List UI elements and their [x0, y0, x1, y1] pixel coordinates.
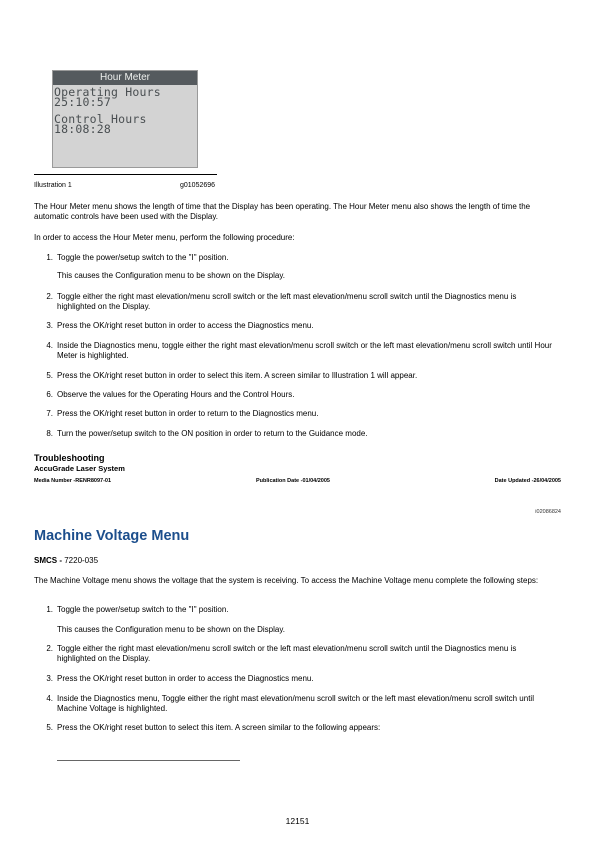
lcd-screen-title: Hour Meter [53, 71, 197, 85]
step-number: 6. [46, 390, 53, 399]
lcd-operating-hours-label: Operating Hours [54, 85, 161, 99]
machine-voltage-intro: The Machine Voltage menu shows the voltage that the system is receiving. To access the Machine Voltage menu complete the following steps: [34, 576, 539, 585]
step-text: Toggle either the right mast elevation/menu scroll switch or the left mast elevation/menu scroll switch until the Diagnostics menu is highlighted on the Display. [57, 292, 517, 311]
system-name: AccuGrade Laser System [34, 464, 125, 473]
document-id: i02086824 [535, 509, 561, 515]
step-note: This causes the Configuration menu to be shown on the Display. [57, 271, 285, 280]
step-number: 2. [46, 292, 53, 301]
section-heading: Troubleshooting [34, 453, 105, 463]
step-note: This causes the Configuration menu to be shown on the Display. [57, 625, 285, 634]
step-text: Inside the Diagnostics menu, Toggle either the right mast elevation/menu scroll switch or the left mast elevation/menu scroll switch until Machine Voltage is highlighted. [57, 694, 534, 713]
date-updated: Date Updated -26/04/2005 [494, 478, 561, 484]
step-number: 8. [46, 429, 53, 438]
intro-paragraph: The Hour Meter menu shows the length of time that the Display has been operating. The Hour Meter menu also shows the length of time the automatic controls have been used with the Display. [34, 202, 531, 221]
lcd-control-hours-value: 18:08:28 [54, 122, 111, 136]
step-text: Toggle the power/setup switch to the "I" position. [57, 605, 229, 614]
step-number: 5. [46, 723, 53, 732]
procedure-intro: In order to access the Hour Meter menu, perform the following procedure: [34, 233, 295, 242]
step-text: Turn the power/setup switch to the ON position in order to return to the Guidance mode. [57, 429, 368, 438]
illustration-caption-label: Illustration 1 [34, 182, 72, 189]
step-number: 4. [46, 694, 53, 703]
step-text: Toggle either the right mast elevation/menu scroll switch or the left mast elevation/menu scroll switch until the Diagnostics menu is highlighted on the Display. [57, 644, 517, 663]
page-title: Machine Voltage Menu [34, 528, 190, 544]
step-number: 3. [46, 674, 53, 683]
step-text: Press the OK/right reset button in order to return to the Diagnostics menu. [57, 409, 319, 418]
step-number: 5. [46, 371, 53, 380]
step-number: 1. [46, 605, 53, 614]
step-number: 3. [46, 321, 53, 330]
smcs-code [34, 556, 98, 565]
hour-meter-screen-illustration [52, 70, 198, 168]
step-text: Press the OK/right reset button in order to select this item. A screen similar to Illustration 1 will appear. [57, 371, 418, 380]
publication-date: Publication Date -01/04/2005 [256, 478, 330, 484]
illustration-placeholder-rule [57, 760, 240, 761]
lcd-control-hours-label: Control Hours [54, 112, 147, 126]
step-text: Inside the Diagnostics menu, toggle either the right mast elevation/menu scroll switch or the left mast elevation/menu scroll switch until Hour Meter is highlighted. [57, 341, 552, 360]
step-text: Press the OK/right reset button in order to access the Diagnostics menu. [57, 321, 314, 330]
media-number: Media Number -RENR8097-01 [34, 478, 112, 484]
step-text: Toggle the power/setup switch to the "I" position. [57, 253, 229, 262]
step-text: Press the OK/right reset button to select this item. A screen similar to the following appears: [57, 723, 381, 732]
smcs-value: 7220-035 [62, 556, 99, 565]
step-number: 7. [46, 409, 53, 418]
lcd-operating-hours-value: 25:10:57 [54, 95, 111, 109]
step-text: Press the OK/right reset button in order to access the Diagnostics menu. [57, 674, 314, 683]
illustration-caption-rule [34, 174, 217, 175]
illustration-caption-id: g01052696 [180, 182, 216, 189]
page-number: 12151 [285, 816, 310, 826]
step-text: Observe the values for the Operating Hours and the Control Hours. [57, 390, 295, 399]
step-number: 4. [46, 341, 53, 350]
step-number: 2. [46, 644, 53, 653]
step-number: 1. [46, 253, 53, 262]
smcs-label: SMCS - [34, 556, 62, 565]
